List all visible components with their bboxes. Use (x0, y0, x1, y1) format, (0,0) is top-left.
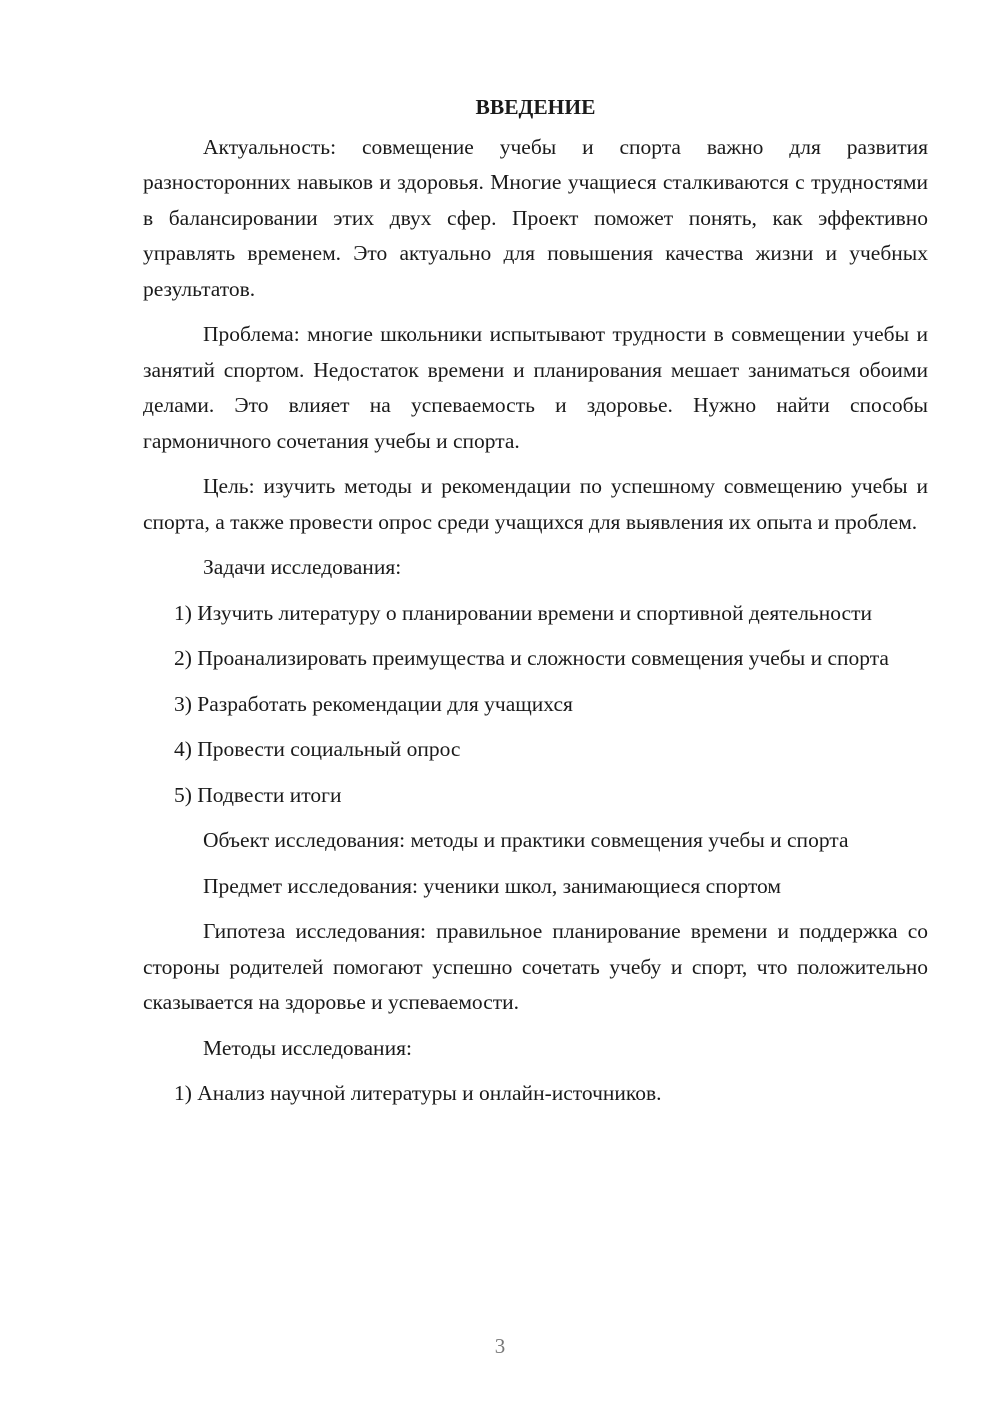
object-paragraph: Объект исследования: методы и практики совмещения учебы и спорта (203, 828, 849, 852)
methods-heading: Методы исследования: (203, 1035, 412, 1060)
problem-paragraph: Проблема: многие школьники испытывают трудности в совмещении учебы и занятий спортом. Недостаток времени и планирования мешает заниматься обоими делами. Это влияет на успеваемость и здоровье. Нужно найти способы гармоничного сочетания учебы и спорта. (143, 322, 928, 453)
hypothesis-paragraph: Гипотеза исследования: правильное планирование времени и поддержка со стороны родителей помогают успешно сочетать учебу и спорт, что положительно сказывается на здоровье и успеваемости. (143, 919, 928, 1014)
relevance-paragraph: Актуальность: совмещение учебы и спорта важно для развития разносторонних навыков и здоровья. Многие учащиеся сталкиваются с трудностями в балансировании этих двух сфер. Проект поможет понять, как эффективно управлять временем. Это актуально для повышения качества жизни и учебных результатов. (143, 134, 928, 301)
document-title: ВВЕДЕНИЕ (475, 95, 596, 119)
task-item: 2) Проанализировать преимущества и сложности совмещения учебы и спорта (174, 646, 889, 670)
task-item: 1) Изучить литературу о планировании времени и спортивной деятельности (174, 600, 872, 625)
tasks-heading: Задачи исследования: (203, 555, 402, 579)
task-item: 3) Разработать рекомендации для учащихся (174, 691, 573, 716)
document-page (143, 90, 928, 1122)
page-number: 3 (494, 1334, 506, 1358)
goal-paragraph: Цель: изучить методы и рекомендации по успешному совмещению учебы и спорта, а также провести опрос среди учащихся для выявления их опыта и проблем. (143, 474, 928, 534)
method-item: 1) Анализ научной литературы и онлайн-источников. (174, 1081, 662, 1105)
subject-paragraph: Предмет исследования: ученики школ, занимающиеся спортом (203, 873, 782, 898)
task-item: 5) Подвести итоги (174, 782, 342, 807)
task-item: 4) Провести социальный опрос (174, 737, 461, 761)
